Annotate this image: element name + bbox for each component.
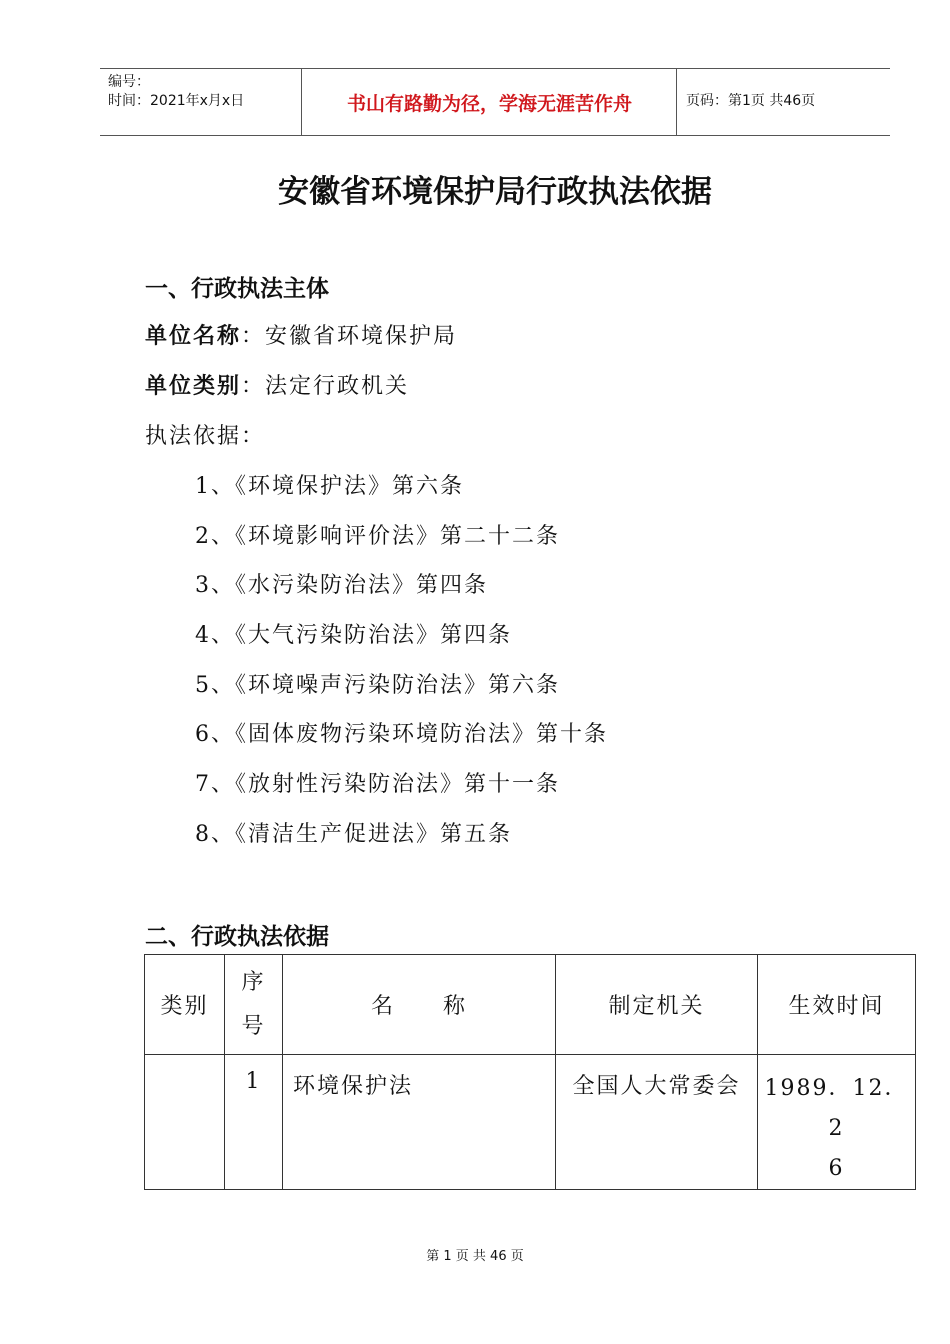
header-seq-line1: 序 xyxy=(241,969,266,995)
cell-authority: 全国人大常委会 xyxy=(556,1055,758,1190)
cell-effective xyxy=(758,1055,916,1190)
cell-category xyxy=(145,1055,225,1190)
basis-item: 8、《清洁生产促进法》第五条 xyxy=(195,822,512,847)
law-basis-table xyxy=(144,954,916,1190)
unit-name-value: ：安徽省环境保护局 xyxy=(241,324,458,349)
basis-item: 4、《大气污染防治法》第四条 xyxy=(195,623,512,648)
basis-item: 5、《环境噪声污染防治法》第六条 xyxy=(195,673,560,698)
basis-item: 1、《环境保护法》第六条 xyxy=(195,474,464,499)
unit-name-label: 单位名称 xyxy=(145,324,242,349)
header-page-info: 页码：第1页 共46页 xyxy=(686,93,816,109)
header-seq xyxy=(225,955,283,1055)
unit-type-line xyxy=(145,369,409,400)
header-authority: 制定机关 xyxy=(556,955,758,1055)
unit-type-value: ：法定行政机关 xyxy=(241,374,410,399)
basis-item: 7、《放射性污染防治法》第十一条 xyxy=(195,772,560,797)
header-time-label: 时间：2021年x月x日 xyxy=(108,93,245,109)
basis-item: 2、《环境影响评价法》第二十二条 xyxy=(195,524,560,549)
section2-heading: 二、行政执法依据 xyxy=(145,924,329,950)
document-title: 安徽省环境保护局行政执法依据 xyxy=(278,174,712,210)
header-name: 名 称 xyxy=(283,955,556,1055)
header-motto: 书山有路勤为径，学海无涯苦作舟 xyxy=(346,93,632,115)
header-top-rule xyxy=(100,68,890,69)
page-footer: 第 1 页 共 46 页 xyxy=(426,1249,524,1264)
header-effective: 生效时间 xyxy=(758,955,916,1055)
section1-heading: 一、行政执法主体 xyxy=(145,276,329,302)
unit-type-label: 单位类别 xyxy=(145,374,242,399)
basis-item: 3、《水污染防治法》第四条 xyxy=(195,573,488,598)
unit-name-line xyxy=(145,319,457,350)
basis-label: 执法依据： xyxy=(145,424,266,449)
cell-seq: 1 xyxy=(225,1055,283,1190)
header-bottom-rule xyxy=(100,135,890,136)
table-row xyxy=(145,1055,916,1190)
cell-effective-line2: 6 xyxy=(828,1156,845,1181)
header-number-label: 编号： xyxy=(108,74,150,90)
table-header-row xyxy=(145,955,916,1055)
cell-effective-line1: 1989．12．2 xyxy=(764,1076,909,1141)
cell-name: 环境保护法 xyxy=(283,1055,556,1190)
header-category: 类别 xyxy=(145,955,225,1055)
basis-item: 6、《固体废物污染环境防治法》第十条 xyxy=(195,722,608,747)
header-seq-line2: 号 xyxy=(241,1013,266,1039)
